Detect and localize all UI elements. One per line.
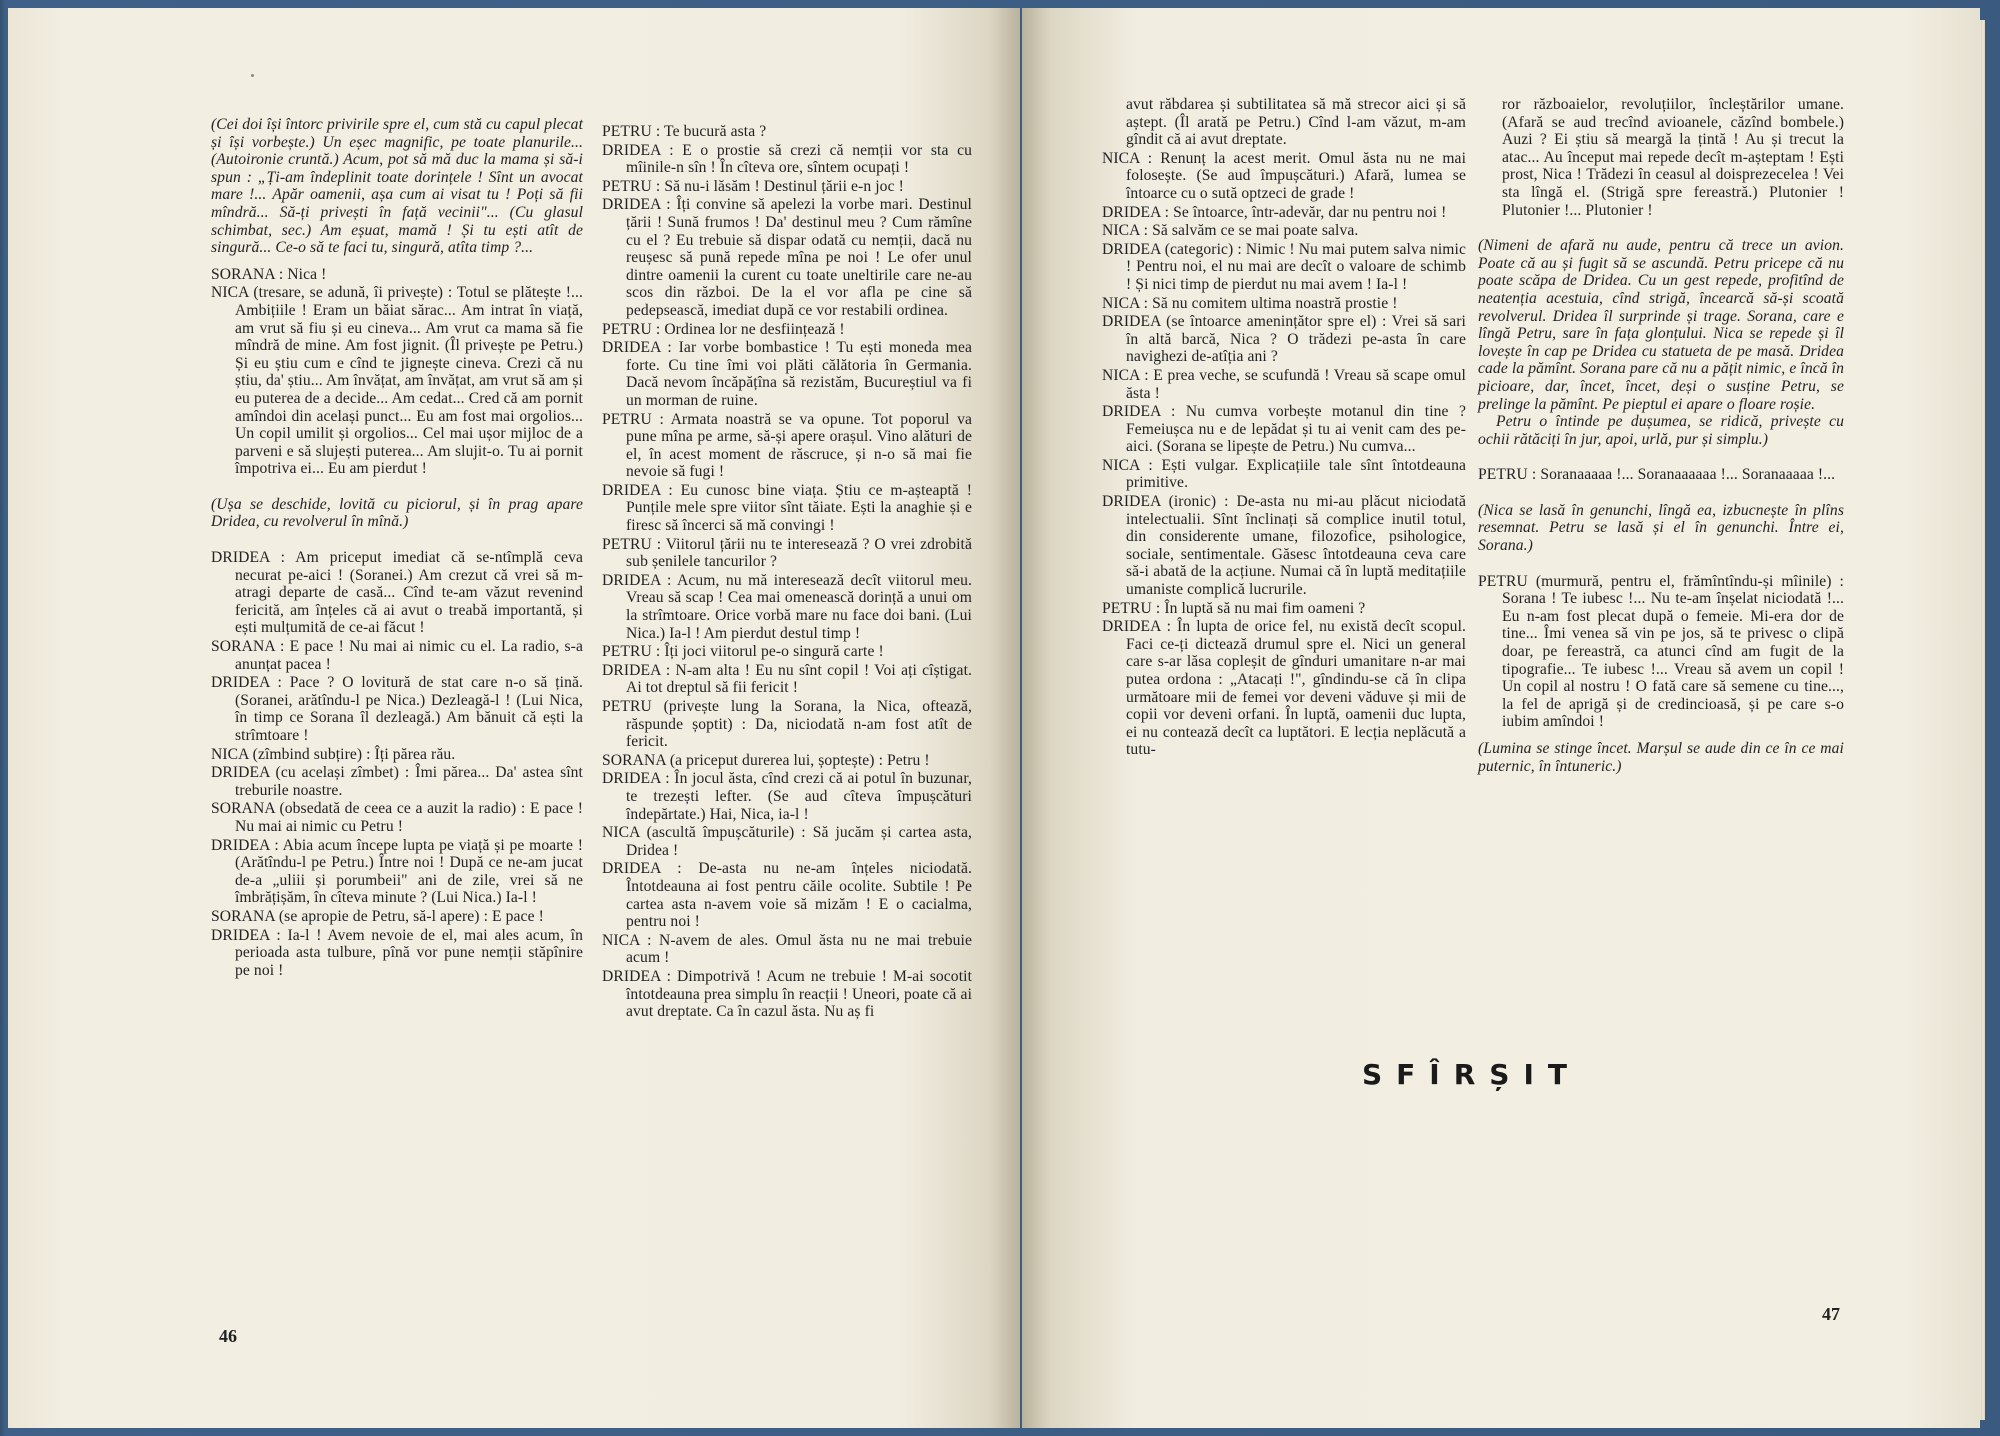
dialogue-line: PETRU : Armata noastră se va opune. Tot poporul va pune mîna pe arme, să-și apere orașul. Vino alături de el, în acest moment de răscruce, și n-o să mai fie nevoie să fugi !	[602, 410, 972, 481]
dialogue-line: DRIDEA : Se întoarce, într-adevăr, dar nu pentru noi !	[1102, 203, 1447, 221]
dialogue-line: DRIDEA : În jocul ăsta, cînd crezi că ai potul în buzunar, te trezești lefter. (Se aud cîteva împușcături îndepărtate.) Hai, Nica, ia-l !	[602, 770, 972, 823]
dialogue-line: PETRU : Ordinea lor ne desființează !	[602, 320, 845, 338]
dialogue-line: DRIDEA : Am priceput imediat că se-ntîmplă ceva necurat pe-aici ! (Soranei.) Am crezut că vrei să m-atragi departe de casă... Cînd te-am văzut revenind fericită, am înțeles că ai avut o treabă importantă, și ești mulțumită de ce-ai făcut !	[211, 549, 583, 637]
dialogue-line: DRIDEA : E o prostie să crezi că nemții vor sta cu mîinile-n sîn ! În cîteva ore, sîntem ocupați !	[602, 141, 972, 177]
dialogue-line: DRIDEA : Abia acum începe lupta pe viață și pe moarte ! (Arătîndu-l pe Petru.) Între noi ! După ce ne-am jucat de-a „uliii și porumbeii" ani de zile, vrei să ne îmbrățișăm, în cîteva minute ? (Lui Nica.) Ia-l !	[211, 836, 583, 907]
dialogue-continuation: ror războaielor, revoluțiilor, încleștărilor umane. (Afară se aud trecînd avioanele, căzînd bombele.) Auzi ? Ei știu să meargă la țintă ! Au și trecut la atac... Au început mai repede decît m-așteptam ! Ești prost, Nica ! Trădezi în ceasul al doisprezecelea ! Vei sta lîngă el. (Strigă spre fereastră.) Plutonier ! Plutonier !... Plutonier !	[1502, 96, 1844, 219]
dialogue-line: NICA (zîmbind subțire) : Îți părea rău.	[211, 745, 456, 763]
stage-direction: Petru o întinde pe dușumea, se ridică, privește cu ochii rătăciți în jur, apoi, urlă, pur și simplu.)	[1478, 413, 1844, 448]
page-number: 47	[1822, 1304, 1840, 1324]
dialogue-line: DRIDEA (cu același zîmbet) : Îmi părea... Da' astea sînt treburile noastre.	[211, 764, 583, 799]
dialogue-line: SORANA (obsedată de ceea ce a auzit la radio) : E pace ! Nu mai ai nimic cu Petru !	[211, 800, 583, 835]
page-speck	[251, 74, 254, 77]
dialogue-line: NICA : Ești vulgar. Explicațiile tale sînt întotdeauna primitive.	[1102, 456, 1466, 492]
dialogue-line: DRIDEA : Pace ? O lovitură de stat care n-o să țină. (Soranei, arătîndu-l pe Nica.) Dezleagă-l ! (Lui Nica, în timp ce Sorana îl dezleagă.) Am bănuit că ești la strîmtoare !	[211, 674, 583, 744]
dialogue-line: SORANA : Nica !	[211, 265, 327, 283]
dialogue-line: DRIDEA (categoric) : Nimic ! Nu mai putem salva nimic ! Pentru noi, el nu mai are decît o valoare de schimb ! Și nici timp de pierdut nu mai avem ! Ia-l !	[1102, 240, 1466, 293]
dialogue-line: DRIDEA : Nu cumva vorbește motanul din tine ? Femeiușca nu e de lepădat și tu ai venit cam des pe-aici. (Sorana se lipește de Petru.) Nu cumva...	[1102, 403, 1466, 456]
dialogue-line: NICA : E prea veche, se scufundă ! Vreau să scape omul ăsta !	[1102, 366, 1466, 402]
dialogue-line: DRIDEA : Eu cunosc bine viața. Știu ce m-așteaptă ! Punțile mele spre viitor sînt tăiate. Ești la anaghie și e firesc să încerci să mă convingi !	[602, 481, 972, 535]
end-title: SFÎRȘIT	[1362, 1058, 1581, 1091]
dialogue-line: DRIDEA : De-asta nu ne-am înțeles niciodată. Întotdeauna ai fost pentru căile ocolite. Subtile ! Pe cartea asta n-avem voie să mizăm ! E o cacialma, pentru noi !	[602, 860, 972, 931]
text-block: (Cei doi își întorc privirile spre el, cum stă cu capul plecat și își vorbește.) Un eșec magnific, pe toate planurile... (Autoironie cruntă.) Acum, pot să mă duc la mama și să-i spun : „Ți-am îndeplinit toate dorințele ! Sînt un avocat mare !... Apăr oamenii, așa cum ai visat tu ! Poți să fii mîndră... Să-ți privești în față vecinii"... (Cu glasul schimbat, sec.) Am eșuat, mamă ! Și tu ești atît de singură... Ce-o să te faci tu, singură, atîta timp ?...	[211, 116, 583, 257]
dialogue-line: DRIDEA (se întoarce amenințător spre el) : Vrei să sari în altă barcă, Nica ? O trădezi pe-asta în care navighezi de-atîția ani ?	[1102, 313, 1466, 366]
dialogue-line: DRIDEA : Dimpotrivă ! Acum ne trebuie ! M-ai socotit întotdeauna prea simplu în reacții ! Uneori, poate că ai avut dreptate. Ca în cazul ăsta. Nu aș fi	[602, 967, 972, 1021]
dialogue-line: DRIDEA : Îți convine să apelezi la vorbe mari. Destinul țării ! Sună frumos ! Da' destinul meu ? Cum rămîne cu el ? Eu trebuie să dispar odată cu nemții, dacă nu reușesc să pună repede mîna pe noi ! Le ofer unul dintre oamenii la curent cu toate uneltirile care ne-au scos din război. De la el vor afla pe cine să pedepsească, imediat după ce vor restabili ordinea.	[602, 196, 972, 319]
dialogue-line: DRIDEA : Acum, nu mă interesează decît viitorul meu. Vreau să scap ! Cea mai omenească dorință a unui om la strîmtoare. Orice vorbă mare nu face doi bani. (Lui Nica.) Ia-l ! Am pierdut destul timp !	[602, 571, 972, 642]
dialogue-line: DRIDEA : Ia-l ! Avem nevoie de el, mai ales acum, în perioada asta tulbure, pînă vor pune nemții stăpînire pe noi !	[211, 926, 583, 979]
right-page-column-1	[1102, 96, 1466, 760]
stage-direction: (Lumina se stinge încet. Marșul se aude din ce în ce mai puternic, în întuneric.)	[1478, 740, 1844, 775]
dialogue-line: PETRU : Te bucură asta ?	[602, 123, 767, 140]
stage-direction: (Nica se lasă în genunchi, lîngă ea, izbucnește în plîns resemnat. Petru se lasă și el în genunchi. Între ei, Sorana.)	[1478, 501, 1844, 555]
dialogue-line: PETRU : Să nu-i lăsăm ! Destinul țării e-n joc !	[602, 177, 904, 195]
dialogue-line: PETRU : Îți joci viitorul pe-o singură carte !	[602, 643, 884, 661]
dialogue-line: PETRU : În luptă să nu mai fim oameni ?	[1102, 599, 1366, 617]
right-page	[1022, 8, 1980, 1428]
stage-direction: (Ușa se deschide, lovită cu piciorul, și în prag apare Dridea, cu revolverul în mînă.)	[211, 495, 583, 531]
dialogue-line: NICA : Să nu comitem ultima noastră prostie !	[1102, 294, 1398, 312]
dialogue-line: NICA : Să salvăm ce se mai poate salva.	[1102, 222, 1359, 240]
dialogue-line: NICA : N-avem de ales. Omul ăsta nu ne mai trebuie acum !	[602, 931, 972, 967]
dialogue-line: PETRU : Soranaaaaa !... Soranaaaaaa !... Soranaaaaa !...	[1478, 466, 1836, 484]
dialogue-line: SORANA (se apropie de Petru, să-l apere) : E pace !	[211, 907, 544, 925]
dialogue-line: PETRU (privește lung la Sorana, la Nica, oftează, răspunde șoptit) : Da, niciodată n-am fost atît de fericit.	[602, 698, 972, 751]
left-page	[8, 8, 1020, 1428]
dialogue-line: PETRU : Viitorul țării nu te interesează ? O vrei zdrobită sub șenilele tancurilor ?	[602, 535, 972, 571]
dialogue-line: PETRU (murmură, pentru el, frămîntîndu-și mîinile) : Sorana ! Te iubesc !... Nu te-am înșelat niciodată !... Eu n-am fost plecat după o femeie. Mi-era dor de tine... Îmi venea să vin pe jos, să te privesc o clipă doar, pe fereastră, ca atunci cînd am fugit de la tipografie... Te iubesc !... Vreau să avem un copil ! Un copil al nostru ! O fată care să semene cu tine..., la fel de aprigă și de credincioasă, și pe care s-o iubim amîndoi !	[1478, 572, 1844, 731]
left-page-column-2	[602, 123, 972, 1022]
stage-direction: (Nimeni de afară nu aude, pentru că trece un avion. Poate că au și fugit să se ascundă. Petru pricepe că nu poate scăpa de Dridea. Cu un gest repede, profitînd de neatenția acestuia, cînd strigă, încearcă să-și scoată revolverul. Dridea îl surprinde și trage. Sorana, care e lîngă Petru, sare în fața glonțului. Nica se repede și îl lovește în cap pe Dridea cu statueta de pe masă. Dridea cade la pămînt. Sorana pare că nu a pățit nimic, e încă în picioare, dar, încet, încet, deși o susține Petru, se prelinge la pămînt. Pe pieptul ei apare o floare roșie.	[1478, 237, 1844, 413]
dialogue-line: NICA : Renunț la acest merit. Omul ăsta nu ne mai folosește. (Se aud împușcături.) Afară, lumea se întoarce cu o sută optzeci de grade !	[1102, 149, 1466, 202]
dialogue-line: SORANA : E pace ! Nu mai ai nimic cu el. La radio, s-a anunțat pacea !	[211, 638, 583, 673]
page-number: 46	[219, 1326, 237, 1346]
dialogue-line: DRIDEA (ironic) : De-asta nu mi-au plăcut niciodată intelectualii. Sînt înclinați să complice inutil totul, din considerente umane, filozofice, psihologice, sociale, sentimentale. Găsesc întotdeauna ceva care să-i abată de la acțiune. Numai că în luptă meditațiile umaniste complică lucrurile.	[1102, 493, 1466, 599]
dialogue-line: DRIDEA : Iar vorbe bombastice ! Tu ești moneda mea forte. Cu tine îmi voi plăti călătoria în Germania. Dacă nevom încăpățîna să rezistăm, Bucureștiul va fi un morman de ruine.	[602, 339, 972, 409]
dialogue-line: NICA (ascultă împușcăturile) : Să jucăm și cartea asta, Dridea !	[602, 824, 972, 859]
dialogue-line: DRIDEA : În lupta de orice fel, nu există decît scopul. Faci ce-ți dictează drumul spre el. Nici un general care s-ar lăsa copleșit de gînduri umanitare n-ar mai putea ordona : „Atacați !", gîndindu-se că în clipa următoare mii de femei vor deveni văduve și mii de copii vor deveni orfani. În luptă, oamenii duc lupta, ei nu contează decît ca luptători. E lecția neplăcută a tutu-	[1102, 618, 1466, 759]
dialogue-continuation: avut răbdarea și subtilitatea să mă strecor aici și să aștept. (Îl arată pe Petru.) Cînd l-am văzut, m-am gîndit că ai avut dreptate.	[1126, 96, 1466, 149]
dialogue-line: NICA (tresare, se adună, îi privește) : Totul se plătește !... Ambițiile ! Eram un băiat sărac... Am intrat în viață, am vrut să fiu și eu cineva... Am vrut ca mama să fie mîndră de mine. Am fost jignit. (Îl privește pe Petru.) Și eu știu cum e cînd te jignește cineva. Crezi că nu știu, da' știu... Am învățat, am învățat, am vrut să am și eu puterea de a decide... Am cedat... Cred că am pornit amîndoi din același punct... Eu am fost mai orgolios... Un copil umilit și orgolios... Cel mai ușor mijloc de a parveni e să slujești puterea... Am slujit-o. Tu ai pornit împotriva ei... Eu am pierdut !	[211, 284, 583, 478]
dialogue-line: SORANA (a priceput durerea lui, șoptește) : Petru !	[602, 751, 930, 769]
right-page-column-2	[1478, 96, 1844, 784]
dialogue-line: DRIDEA : N-am alta ! Eu nu sînt copil ! Voi ați cîștigat. Ai tot dreptul să fii fericit !	[602, 661, 972, 697]
left-page-column-1	[211, 116, 583, 980]
